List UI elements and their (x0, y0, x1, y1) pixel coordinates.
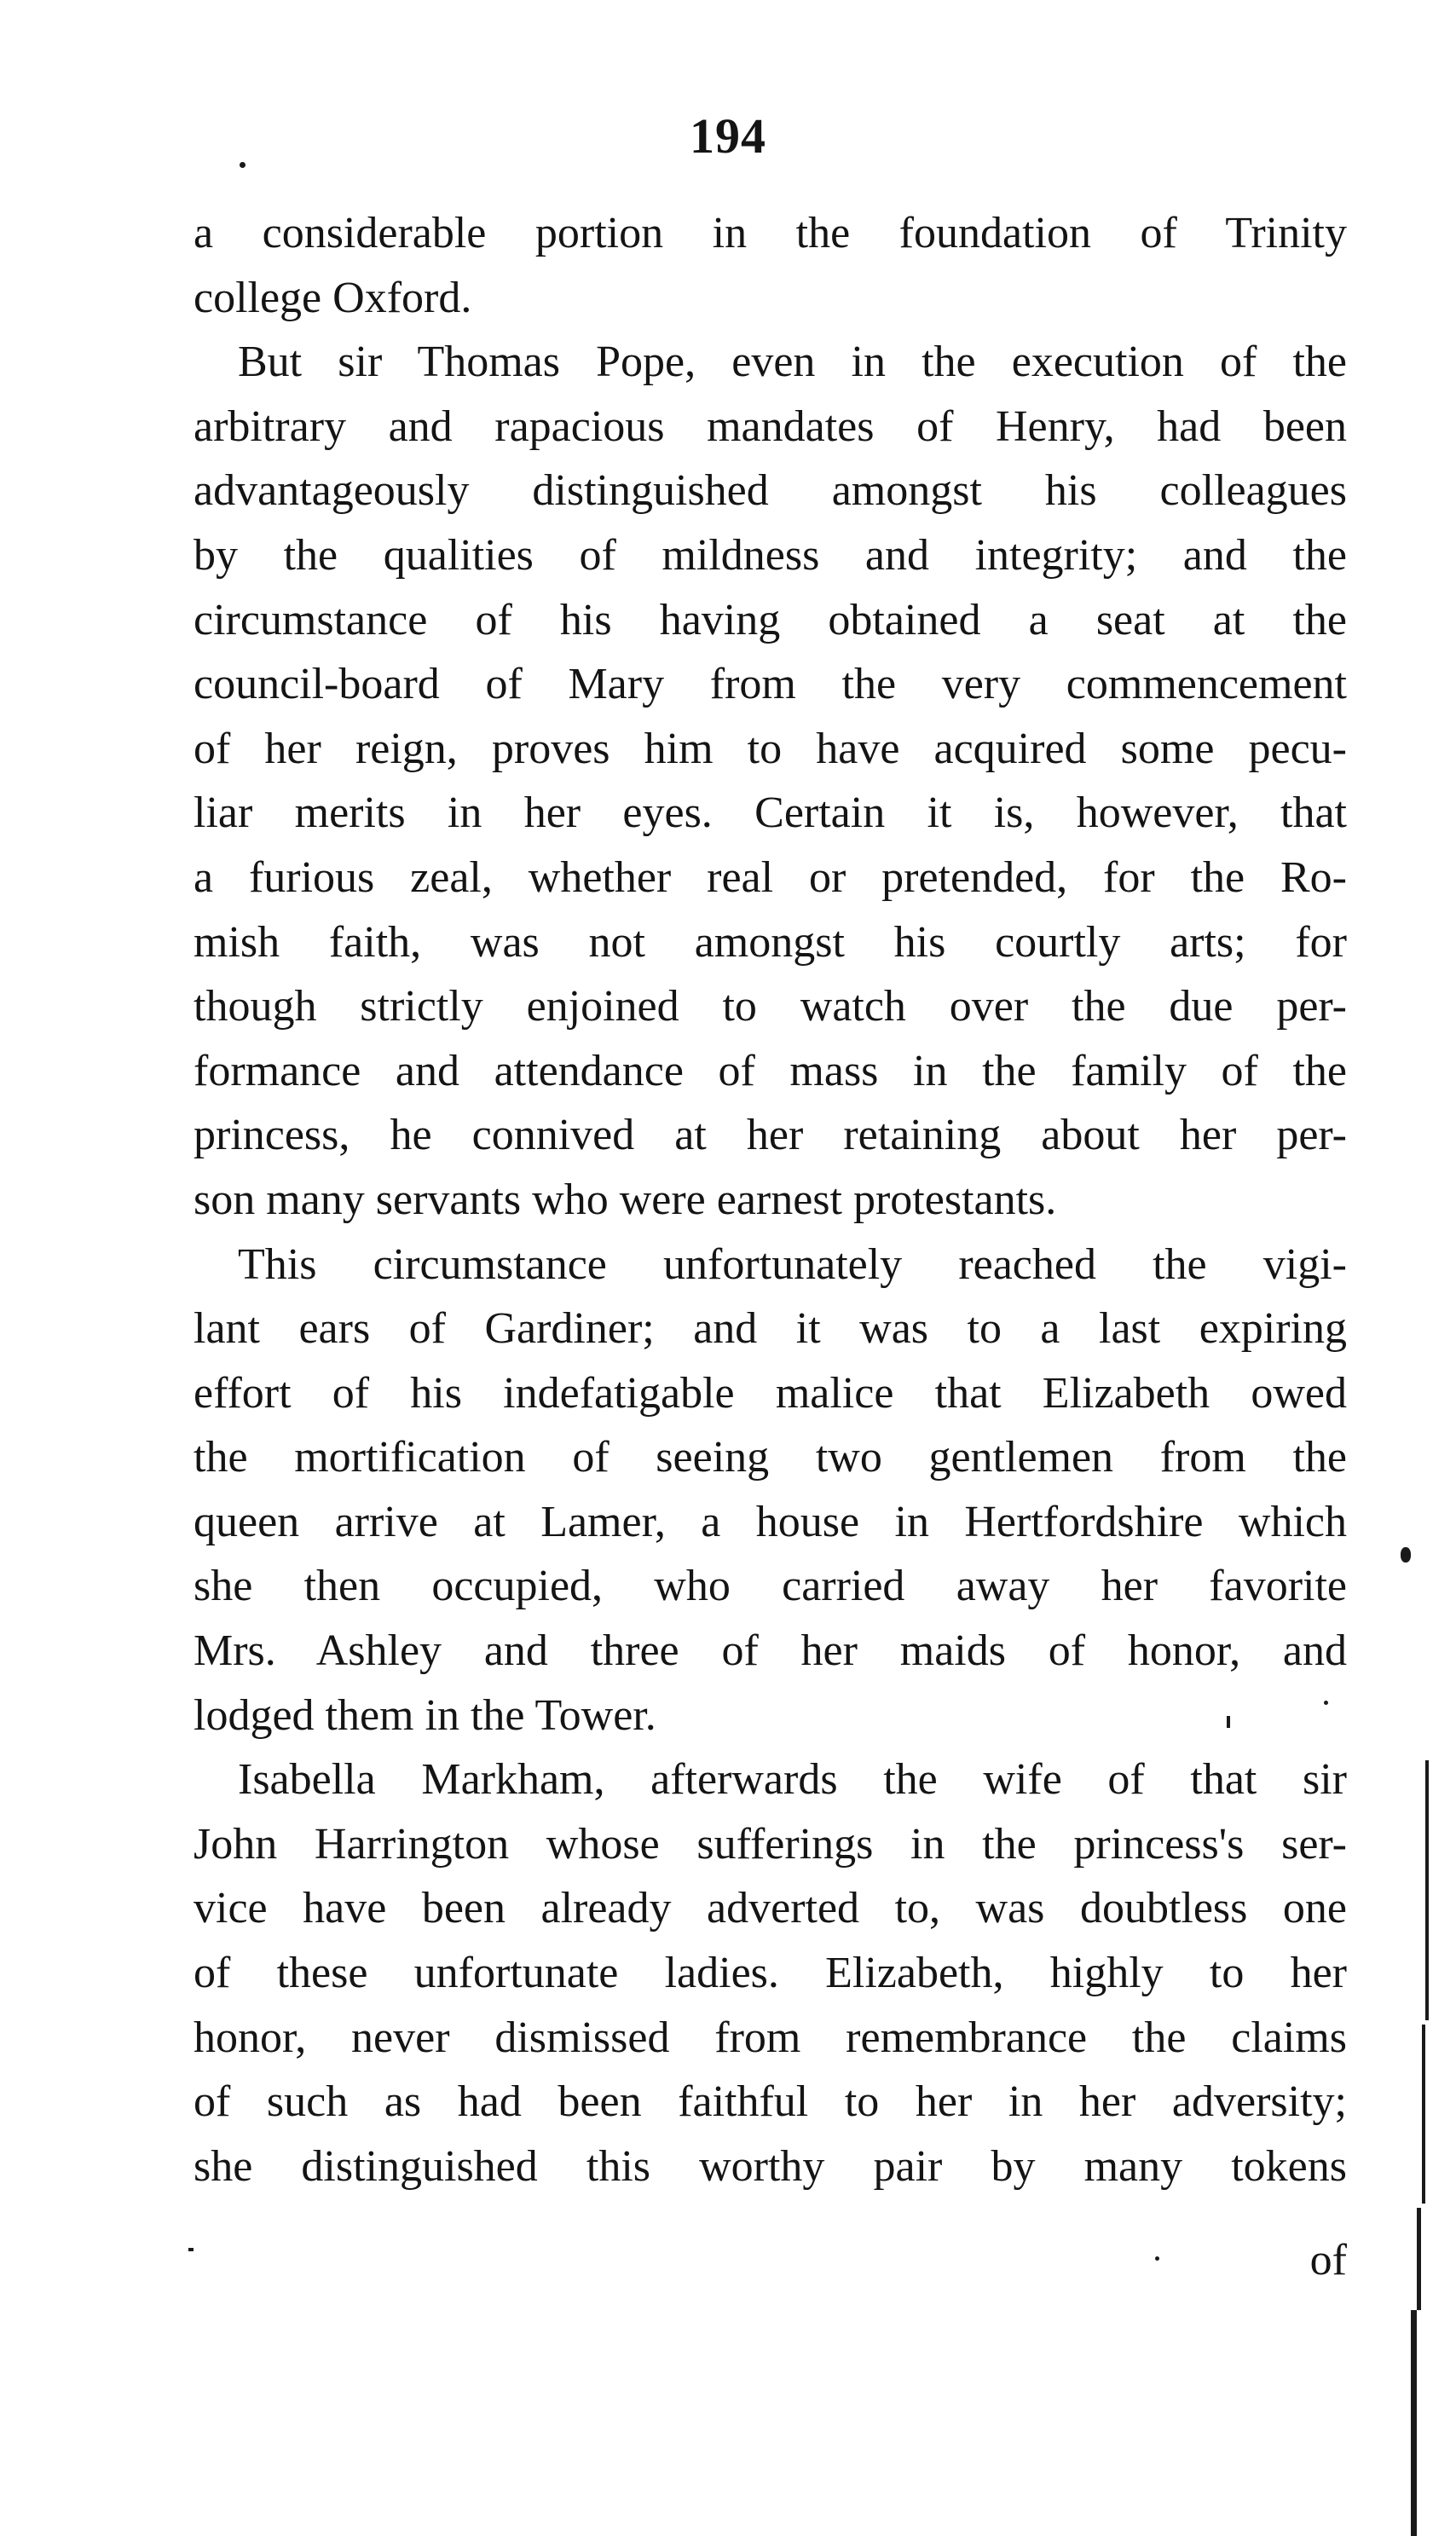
text-line: effort of his indefatigable malice that Elizabeth owed (194, 1368, 1347, 1418)
text-line: lant ears of Gardiner; and it was to a last expiring (194, 1304, 1347, 1354)
text-line: But sir Thomas Pope, even in the execution of the (238, 338, 1347, 387)
page-edge-shadow (1417, 2208, 1421, 2310)
text-line: queen arrive at Lamer, a house in Hertfordshire which (194, 1497, 1347, 1546)
ink-speck (1155, 2256, 1159, 2261)
ink-speck (188, 2248, 194, 2251)
text-line: liar merits in her eyes. Certain it is, however, that (194, 789, 1347, 838)
text-line: Mrs. Ashley and three of her maids of honor, and (194, 1626, 1347, 1676)
text-line: a furious zeal, whether real or pretended, for the Ro- (194, 852, 1347, 902)
text-line: by the qualities of mildness and integrity; and the (194, 530, 1347, 580)
text-line: a considerable portion in the foundation of Trinity (194, 209, 1347, 257)
page-edge-shadow (1411, 2310, 1417, 2536)
catchword: of (1309, 2236, 1347, 2285)
text-line: vice have been already adverted to, was doubtless one (194, 1884, 1347, 1933)
text-line: Isabella Markham, afterwards the wife of that sir (238, 1755, 1347, 1805)
text-line: though strictly enjoined to watch over the due per- (194, 982, 1347, 1031)
text-line: she then occupied, who carried away her favorite (194, 1562, 1347, 1611)
text-line: of such as had been faithful to her in her adversity; (194, 2077, 1347, 2127)
ink-speck (240, 162, 246, 168)
text-line: of her reign, proves him to have acquired some pecu- (194, 724, 1347, 773)
text-line: mish faith, was not amongst his courtly arts; for (194, 917, 1347, 967)
text-line: lodged them in the Tower. (194, 1690, 656, 1740)
text-line: of these unfortunate ladies. Elizabeth, highly to her (194, 1949, 1347, 1998)
text-line: formance and attendance of mass in the family of the (194, 1046, 1347, 1095)
ink-speck (1227, 1716, 1230, 1728)
page-number: 194 (690, 108, 766, 164)
text-line: college Oxford. (194, 273, 472, 322)
text-line: circumstance of his having obtained a seat at the (194, 595, 1347, 644)
text-line: John Harrington whose sufferings in the princess's ser- (194, 1819, 1347, 1869)
text-line: the mortification of seeing two gentlemen from the (194, 1433, 1347, 1482)
page-edge-shadow (1425, 1760, 1429, 2020)
page-edge-shadow (1422, 2025, 1425, 2204)
ink-speck (1324, 1701, 1328, 1705)
text-line: she distinguished this worthy pair by many tokens (194, 2141, 1347, 2191)
text-line: This circumstance unfortunately reached the vigi- (238, 1239, 1347, 1289)
text-line: princess, he connived at her retaining about her per- (194, 1111, 1347, 1160)
text-line: advantageously distinguished amongst his colleagues (194, 466, 1347, 516)
ink-blot (1401, 1547, 1411, 1563)
text-line: honor, never dismissed from remembrance the claims (194, 2013, 1347, 2062)
text-line: arbitrary and rapacious mandates of Henry, had been (194, 401, 1347, 451)
body-text (194, 201, 1347, 2198)
text-line: son many servants who were earnest protestants. (194, 1175, 1057, 1224)
text-line: council-board of Mary from the very commencement (194, 660, 1347, 709)
